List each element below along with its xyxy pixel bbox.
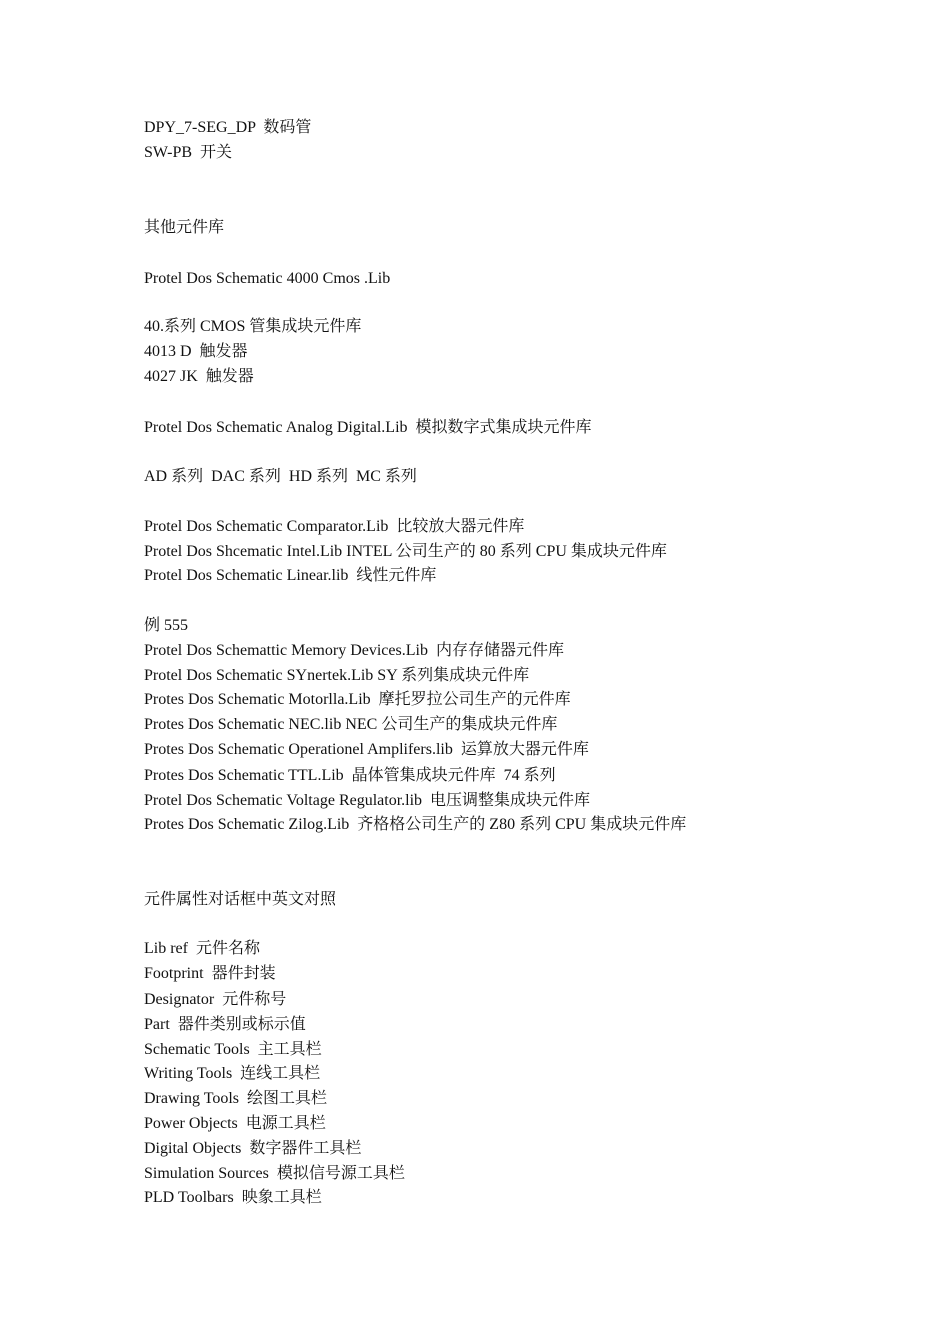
text-line: Protes Dos Schematic Motorlla.Lib 摩托罗拉公司生产的元件库 — [144, 691, 571, 708]
text-line: Simulation Sources 模拟信号源工具栏 — [144, 1165, 405, 1182]
text-line: Schematic Tools 主工具栏 — [144, 1041, 322, 1058]
text-line: Protes Dos Schematic NEC.lib NEC 公司生产的集成块元件库 — [144, 716, 558, 733]
text-line: Protel Dos Schematic Linear.lib 线性元件库 — [144, 567, 437, 584]
text-line: Protes Dos Schematic TTL.Lib 晶体管集成块元件库 74 系列 — [144, 767, 556, 784]
text-line: Writing Tools 连线工具栏 — [144, 1065, 321, 1082]
text-line: SW-PB 开关 — [144, 144, 233, 161]
text-line: Protel Dos Schematic 4000 Cmos .Lib — [144, 270, 391, 287]
text-line: Lib ref 元件名称 — [144, 940, 260, 957]
text-line: PLD Toolbars 映象工具栏 — [144, 1189, 322, 1206]
text-line: 4027 JK 触发器 — [144, 368, 254, 385]
section-heading: 其他元件库 — [144, 219, 225, 236]
text-line: DPY_7-SEG_DP 数码管 — [144, 119, 312, 136]
text-line: 4013 D 触发器 — [144, 343, 248, 360]
text-line: Protel Dos Schematic Voltage Regulator.lib 电压调整集成块元件库 — [144, 792, 591, 809]
text-line: Protel Dos Schemattic Memory Devices.Lib 内存存储器元件库 — [144, 642, 564, 659]
text-line: 40.系列 CMOS 管集成块元件库 — [144, 318, 362, 335]
text-line: Protes Dos Schematic Operationel Amplifers.lib 运算放大器元件库 — [144, 741, 589, 758]
text-line: 例 555 — [144, 617, 189, 634]
text-line: Digital Objects 数字器件工具栏 — [144, 1140, 362, 1157]
text-line: Drawing Tools 绘图工具栏 — [144, 1090, 328, 1107]
text-line: Protel Dos Schematic Analog Digital.Lib 模拟数字式集成块元件库 — [144, 419, 592, 436]
text-line: AD 系列 DAC 系列 HD 系列 MC 系列 — [144, 468, 417, 485]
text-line: Protel Dos Schematic Comparator.Lib 比较放大器元件库 — [144, 518, 525, 535]
text-line: Part 器件类别或标示值 — [144, 1016, 306, 1033]
text-line: Protel Dos Schematic SYnertek.Lib SY 系列集成块元件库 — [144, 667, 530, 684]
text-line: Protel Dos Shcematic Intel.Lib INTEL 公司生产的 80 系列 CPU 集成块元件库 — [144, 543, 667, 560]
text-line: Designator 元件称号 — [144, 991, 287, 1008]
text-line: Protes Dos Schematic Zilog.Lib 齐格格公司生产的 Z80 系列 CPU 集成块元件库 — [144, 816, 687, 833]
text-line: Footprint 器件封装 — [144, 965, 276, 982]
section-heading: 元件属性对话框中英文对照 — [144, 891, 337, 908]
text-line: Power Objects 电源工具栏 — [144, 1115, 326, 1132]
